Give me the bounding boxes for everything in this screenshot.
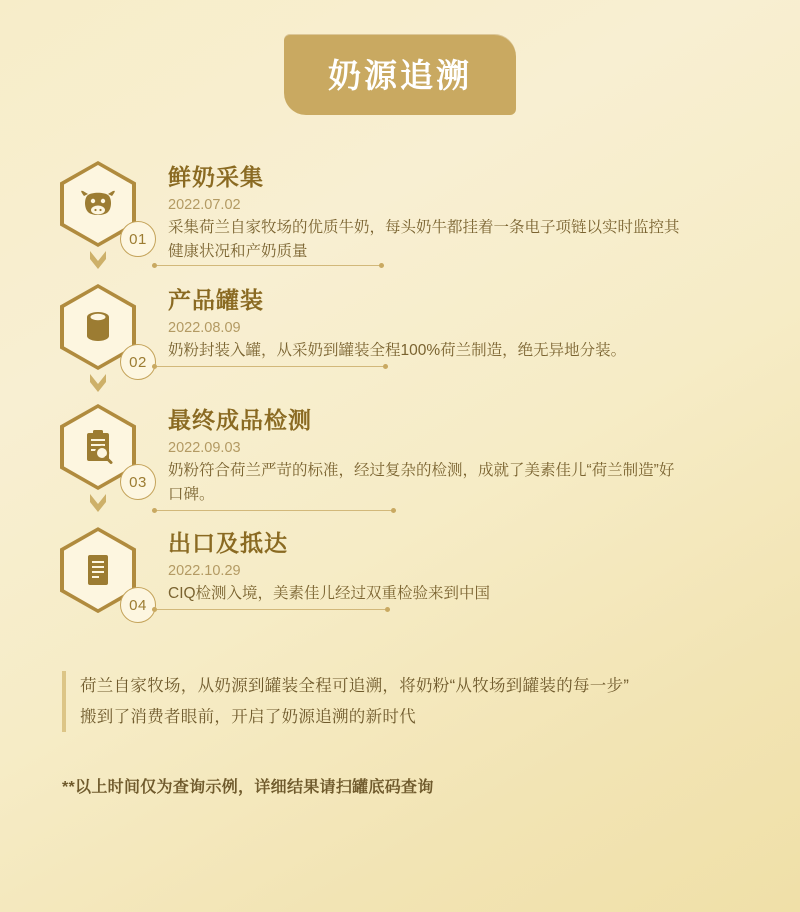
step-content [168,157,800,264]
milk-can-icon [81,309,115,345]
summary-line-1: 荷兰自家牧场，从奶源到罐装全程可追溯，将奶粉“从牧场到罐装的每一步” [80,677,630,696]
clipboard-magnifier-icon [82,429,114,465]
step-title: 产品罐装 [168,287,264,314]
step-divider [152,366,388,367]
document-icon [84,553,112,587]
step-date: 2022.07.02 [168,197,241,213]
divider-dot-right [391,508,396,513]
step-number: 03 [120,464,156,500]
step-date: 2022.10.29 [168,563,241,580]
step-content [168,280,800,363]
summary-block [62,671,740,732]
timeline-step [60,280,800,384]
page-title: 奶源追溯 [284,34,516,115]
step-title: 出口及抵达 [168,530,288,557]
step-description: 采集荷兰自家牧场的优质牛奶，每头奶牛都挂着一条电子项链以实时监控其健康状况和产奶质量 [168,219,680,261]
divider-dot-left [152,607,157,612]
divider-dot-right [379,263,384,268]
step-date: 2022.08.09 [168,320,241,337]
divider-dot-left [152,263,157,268]
timeline [0,157,800,627]
divider-dot-left [152,508,157,513]
step-content [168,523,800,606]
cow-icon [78,188,118,220]
step-connector-arrow [88,492,108,518]
step-title: 最终成品检测 [168,407,312,434]
footnote: **以上时间仅为查询示例，详细结果请扫罐底码查询 [62,779,434,797]
timeline-step [60,400,800,507]
step-connector-arrow [88,372,108,398]
page-title-container [0,0,800,115]
divider-dot-right [385,607,390,612]
timeline-step [60,157,800,264]
step-description: 奶粉符合荷兰严苛的标准，经过复杂的检测，成就了美素佳儿“荷兰制造”好口碑。 [168,462,675,504]
timeline-step [60,523,800,627]
step-divider [152,510,396,511]
step-divider [152,265,384,266]
summary-line-2: 搬到了消费者眼前，开启了奶源追溯的新时代 [80,707,416,726]
divider-dot-right [383,364,388,369]
step-title: 鲜奶采集 [168,164,264,190]
step-content [168,400,800,507]
step-number: 01 [120,221,156,257]
step-divider [152,609,390,610]
step-connector-arrow [88,249,108,275]
divider-dot-left [152,364,157,369]
step-number: 04 [120,587,156,623]
step-date: 2022.09.03 [168,440,241,457]
step-description: CIQ检测入境，美素佳儿经过双重检验来到中国 [168,585,491,603]
step-description: 奶粉封装入罐，从采奶到罐装全程100%荷兰制造，绝无异地分装。 [168,342,627,360]
step-number: 02 [120,344,156,380]
